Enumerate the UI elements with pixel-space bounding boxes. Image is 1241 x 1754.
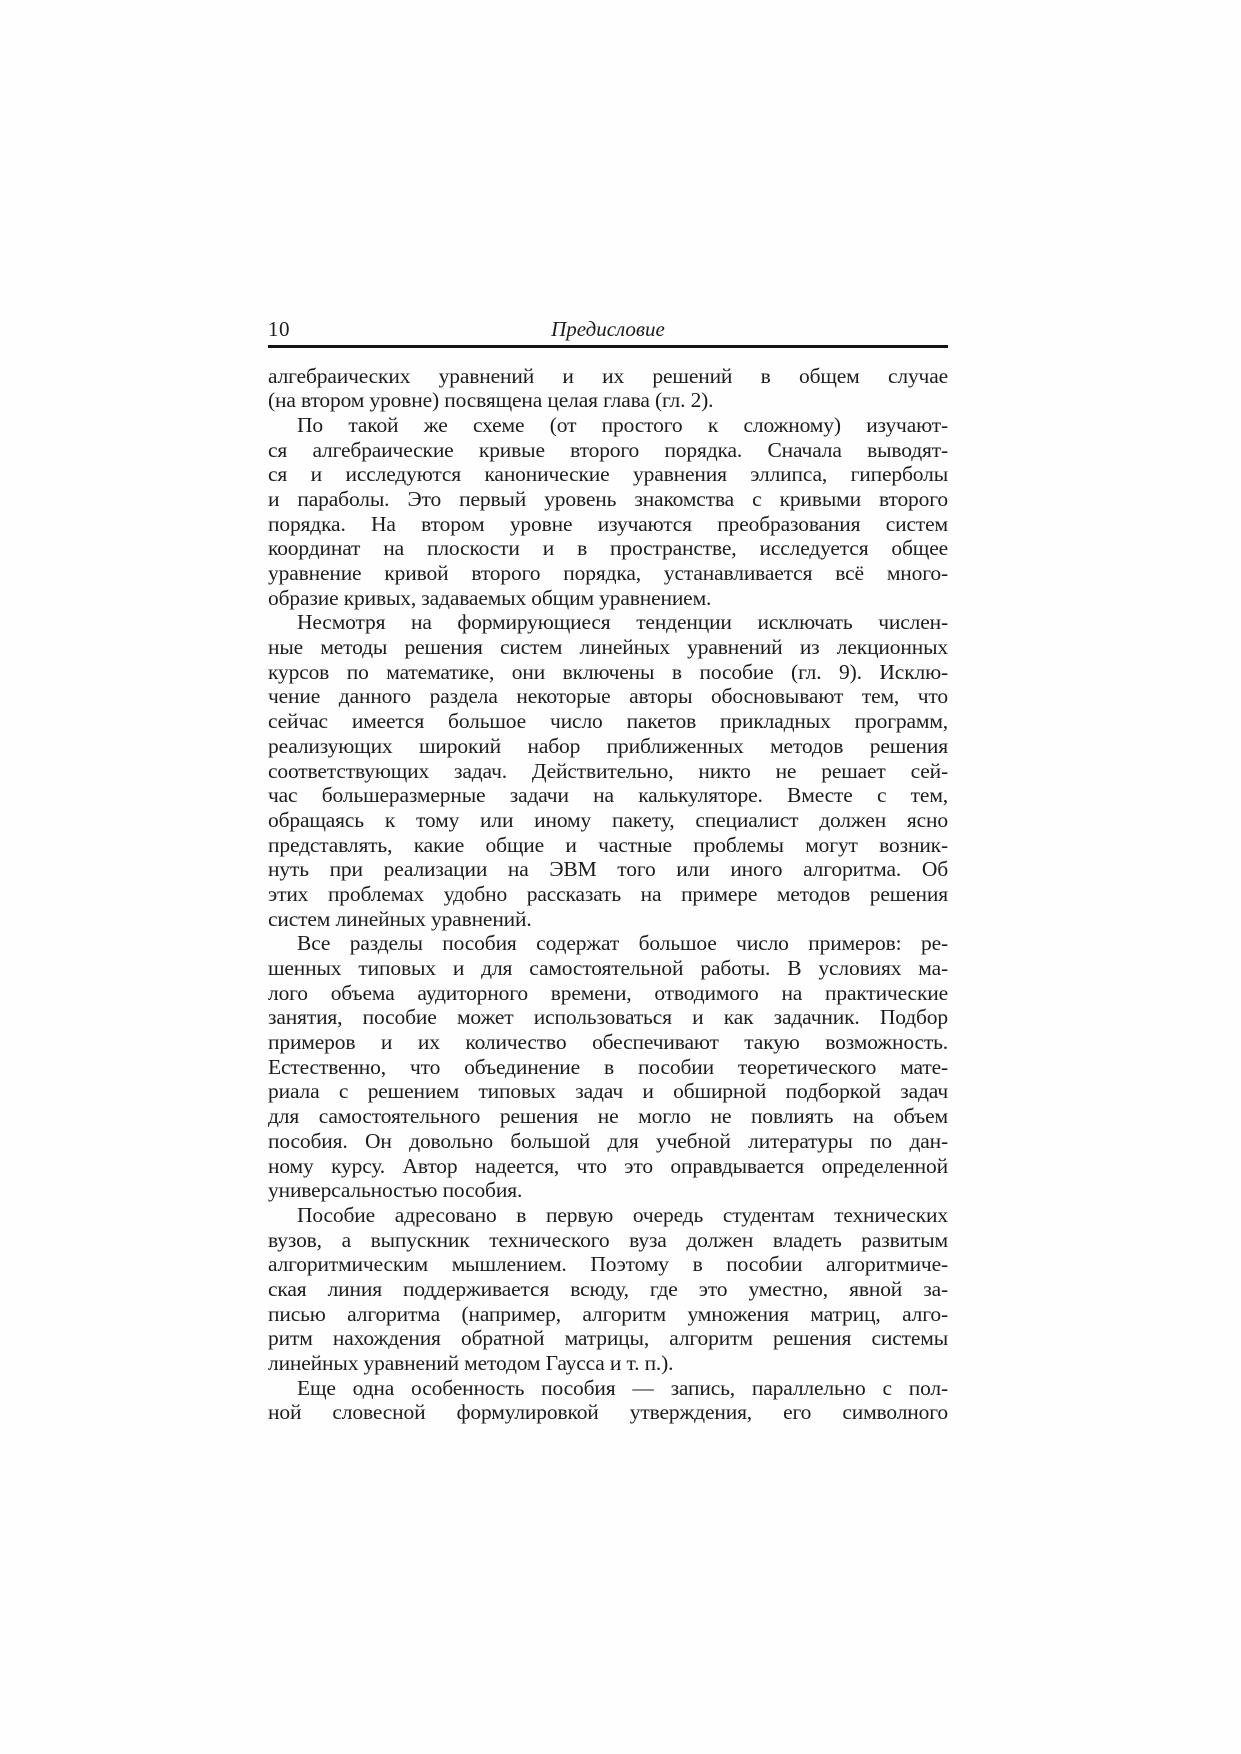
- text-line: лого объема аудиторного времени, отводимого на практические: [268, 980, 948, 1005]
- text-line: образие кривых, задаваемых общим уравнением.: [268, 585, 712, 610]
- text-line: (на втором уровне) посвящена целая глава (гл. 2).: [268, 388, 714, 413]
- text-line: ные методы решения систем линейных уравнений из лекционных: [268, 635, 948, 660]
- text-line: ному курсу. Автор надеется, что это оправдывается определенной: [268, 1153, 948, 1178]
- body-text: [268, 364, 948, 1426]
- text-line: По такой же схеме (от простого к сложному) изучают-: [297, 412, 948, 437]
- text-line: координат на плоскости и в пространстве, исследуется общее: [268, 536, 948, 561]
- text-line: этих проблемах удобно рассказать на примере методов решения: [268, 881, 948, 906]
- text-line: пособия. Он довольно большой для учебной литературы по дан-: [268, 1128, 948, 1153]
- text-line: занятия, пособие может использоваться и как задачник. Подбор: [268, 1005, 948, 1030]
- text-line: писью алгоритма (например, алгоритм умножения матриц, алго-: [268, 1301, 948, 1326]
- text-line: Все разделы пособия содержат большое число примеров: ре-: [297, 931, 948, 956]
- text-line: вузов, а выпускник технического вуза должен владеть развитым: [268, 1227, 948, 1252]
- text-line: шенных типовых и для самостоятельной работы. В условиях ма-: [268, 956, 948, 980]
- header-rule: [268, 345, 948, 348]
- text-line: систем линейных уравнений.: [268, 906, 532, 931]
- text-line: нуть при реализации на ЭВМ того или иного алгоритма. Об: [268, 857, 948, 882]
- page-number: 10: [268, 317, 290, 341]
- text-line: Естественно, что объединение в пособии теоретического мате-: [268, 1054, 948, 1079]
- text-line: реализующих широкий набор приближенных методов решения: [268, 733, 948, 758]
- text-line: Пособие адресовано в первую очередь студентам технических: [297, 1202, 948, 1227]
- running-title: Предисловие: [551, 317, 665, 341]
- text-line: курсов по математике, они включены в пособие (гл. 9). Исклю-: [268, 659, 948, 684]
- text-line: уравнение кривой второго порядка, устанавливается всё много-: [268, 561, 948, 585]
- text-line: ся и исследуются канонические уравнения эллипса, гиперболы: [268, 462, 948, 487]
- text-line: обращаясь к тому или иному пакету, специалист должен ясно: [268, 807, 948, 832]
- text-line: алгоритмическим мышлением. Поэтому в пособии алгоритмиче-: [268, 1252, 948, 1277]
- page-header: [268, 318, 948, 344]
- text-line: ся алгебраические кривые второго порядка. Сначала выводят-: [268, 437, 948, 462]
- text-line: ритм нахождения обратной матрицы, алгоритм решения системы: [268, 1326, 948, 1351]
- text-line: риала с решением типовых задач и обширной подборкой задач: [268, 1079, 948, 1104]
- text-line: примеров и их количество обеспечивают такую возможность.: [268, 1030, 948, 1055]
- text-line: алгебраических уравнений и их решений в общем случае: [268, 363, 948, 388]
- text-line: линейных уравнений методом Гаусса и т. п.).: [268, 1351, 674, 1375]
- text-line: для самостоятельного решения не могло не повлиять на объем: [268, 1104, 948, 1129]
- text-line: представлять, какие общие и частные проблемы могут возник-: [268, 832, 948, 857]
- text-line: ной словесной формулировкой утверждения, его символного: [268, 1400, 948, 1425]
- text-line: ская линия поддерживается всюду, где это уместно, явной за-: [268, 1276, 948, 1301]
- text-line: порядка. На втором уровне изучаются преобразования систем: [268, 511, 948, 536]
- text-line: час большеразмерные задачи на калькуляторе. Вместе с тем,: [268, 783, 948, 808]
- text-line: Несмотря на формирующиеся тенденции исключать числен-: [297, 610, 948, 635]
- text-column: [268, 318, 948, 1425]
- text-line: сейчас имеется большое число пакетов прикладных программ,: [268, 709, 948, 734]
- text-line: и параболы. Это первый уровень знакомства с кривыми второго: [268, 486, 948, 511]
- text-line: соответствующих задач. Действительно, никто не решает сей-: [268, 758, 948, 783]
- text-line: чение данного раздела некоторые авторы обосновывают тем, что: [268, 684, 948, 709]
- text-line: универсальностью пособия.: [268, 1178, 523, 1203]
- text-line: Еще одна особенность пособия — запись, параллельно с пол-: [297, 1375, 948, 1400]
